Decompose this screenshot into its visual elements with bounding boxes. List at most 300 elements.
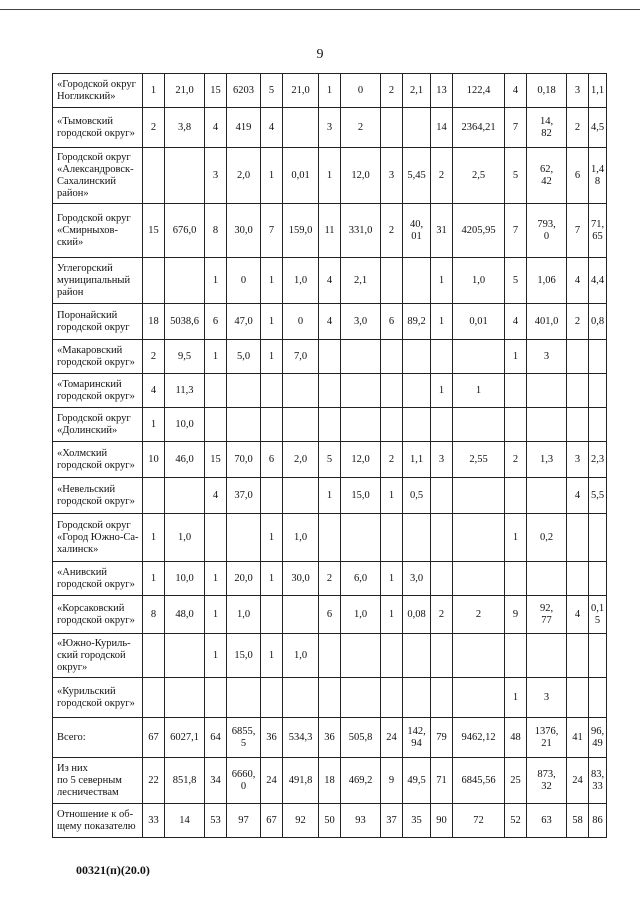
- table-row: [53, 562, 607, 596]
- table-cell: [261, 408, 283, 442]
- table-cell: 2: [567, 108, 589, 148]
- table-cell: [505, 634, 527, 678]
- table-cell: [381, 678, 403, 718]
- table-cell: [527, 408, 567, 442]
- table-cell: 70,0: [227, 442, 261, 478]
- table-cell: [403, 340, 431, 374]
- table-cell: 5,5: [589, 478, 607, 514]
- table-cell: 21,0: [165, 74, 205, 108]
- table-cell: 67: [143, 718, 165, 758]
- table-cell: [527, 374, 567, 408]
- table-cell: 14, 82: [527, 108, 567, 148]
- table-cell: 0,01: [283, 148, 319, 204]
- table-cell: [453, 408, 505, 442]
- table-cell: 1376, 21: [527, 718, 567, 758]
- table-cell: 4: [205, 478, 227, 514]
- table-cell: 6855, 5: [227, 718, 261, 758]
- table-cell: 1: [205, 340, 227, 374]
- table-cell: 1,0: [283, 634, 319, 678]
- table-cell: [261, 478, 283, 514]
- table-cell: 4: [319, 304, 341, 340]
- table-cell: 18: [319, 758, 341, 804]
- table-cell: 4,5: [589, 108, 607, 148]
- table-cell: [527, 478, 567, 514]
- table-cell: 1,4 8: [589, 148, 607, 204]
- table-cell: 1,0: [227, 596, 261, 634]
- table-row: [53, 148, 607, 204]
- table-cell: [341, 634, 381, 678]
- table-cell: 7: [505, 204, 527, 258]
- table-cell: 48,0: [165, 596, 205, 634]
- table-cell: 3: [381, 148, 403, 204]
- table-cell: 62, 42: [527, 148, 567, 204]
- table-cell: 12,0: [341, 148, 381, 204]
- table-cell: 6660, 0: [227, 758, 261, 804]
- table-cell: 2: [381, 74, 403, 108]
- table-cell: [431, 340, 453, 374]
- table-row: [53, 108, 607, 148]
- table-cell: 1: [453, 374, 505, 408]
- table-cell: 2364,21: [453, 108, 505, 148]
- table-cell: [283, 108, 319, 148]
- table-cell: 67: [261, 804, 283, 838]
- row-name-cell: «Городской округ Ногликский»: [53, 74, 143, 108]
- table-cell: 18: [143, 304, 165, 340]
- table-cell: 1: [205, 562, 227, 596]
- table-cell: 0: [283, 304, 319, 340]
- table-cell: 30,0: [227, 204, 261, 258]
- table-cell: 1: [505, 514, 527, 562]
- table-cell: 10,0: [165, 408, 205, 442]
- table-row: [53, 340, 607, 374]
- table-cell: 4: [205, 108, 227, 148]
- table-cell: 2: [381, 204, 403, 258]
- top-rule: [0, 9, 640, 10]
- table-cell: [453, 478, 505, 514]
- table-cell: [567, 408, 589, 442]
- table-cell: [319, 514, 341, 562]
- table-cell: 1,0: [283, 258, 319, 304]
- table-cell: [283, 478, 319, 514]
- table-cell: [589, 514, 607, 562]
- table-cell: 4: [505, 304, 527, 340]
- table-cell: [589, 408, 607, 442]
- table-cell: 34: [205, 758, 227, 804]
- table-cell: 7,0: [283, 340, 319, 374]
- table-cell: 1: [261, 304, 283, 340]
- table-cell: 1,0: [283, 514, 319, 562]
- table-cell: [165, 258, 205, 304]
- table-cell: 1: [143, 408, 165, 442]
- table-cell: 676,0: [165, 204, 205, 258]
- table-cell: [319, 374, 341, 408]
- table-cell: 7: [505, 108, 527, 148]
- table-cell: 1: [261, 340, 283, 374]
- table-cell: 2,55: [453, 442, 505, 478]
- table-cell: [403, 678, 431, 718]
- table-cell: 96, 49: [589, 718, 607, 758]
- table-cell: [567, 678, 589, 718]
- table-cell: [205, 408, 227, 442]
- table-cell: [527, 634, 567, 678]
- table-cell: 1: [143, 514, 165, 562]
- table-cell: [205, 514, 227, 562]
- row-name-cell: Из них по 5 северным лесничествам: [53, 758, 143, 804]
- table-cell: 1,3: [527, 442, 567, 478]
- table-cell: 1: [205, 258, 227, 304]
- table-cell: [589, 634, 607, 678]
- table-cell: [341, 408, 381, 442]
- table-cell: 8: [205, 204, 227, 258]
- table-cell: [505, 408, 527, 442]
- table-cell: 49,5: [403, 758, 431, 804]
- table-cell: 89,2: [403, 304, 431, 340]
- table-cell: 142, 94: [403, 718, 431, 758]
- table-cell: 5: [505, 258, 527, 304]
- table-row: [53, 678, 607, 718]
- table-cell: 3,8: [165, 108, 205, 148]
- table-row: [53, 374, 607, 408]
- table-cell: 3: [527, 678, 567, 718]
- table-cell: [319, 408, 341, 442]
- table-cell: [319, 678, 341, 718]
- table-cell: 31: [431, 204, 453, 258]
- table-cell: 1: [319, 148, 341, 204]
- table-cell: 37: [381, 804, 403, 838]
- table-cell: [165, 148, 205, 204]
- table-cell: 2,0: [283, 442, 319, 478]
- table-cell: [143, 478, 165, 514]
- table-cell: 10,0: [165, 562, 205, 596]
- table-cell: 0,2: [527, 514, 567, 562]
- table-cell: [381, 258, 403, 304]
- table-cell: 1: [319, 74, 341, 108]
- table-cell: 534,3: [283, 718, 319, 758]
- table-cell: 30,0: [283, 562, 319, 596]
- row-name-cell: Городской округ «Смирныхов- ский»: [53, 204, 143, 258]
- table-cell: 873, 32: [527, 758, 567, 804]
- table-cell: [567, 634, 589, 678]
- table-cell: 7: [261, 204, 283, 258]
- table-cell: [567, 514, 589, 562]
- table-cell: 6027,1: [165, 718, 205, 758]
- table-cell: [453, 340, 505, 374]
- table-row: [53, 804, 607, 838]
- table-cell: [403, 374, 431, 408]
- table-cell: 851,8: [165, 758, 205, 804]
- table-cell: [567, 340, 589, 374]
- row-name-cell: «Корсаковский городской округ»: [53, 596, 143, 634]
- table-cell: 41: [567, 718, 589, 758]
- table-cell: [165, 678, 205, 718]
- table-cell: 14: [165, 804, 205, 838]
- table-cell: [205, 374, 227, 408]
- table-cell: 90: [431, 804, 453, 838]
- table-cell: [283, 596, 319, 634]
- table-cell: 0,1 5: [589, 596, 607, 634]
- table-cell: 97: [227, 804, 261, 838]
- table-cell: 6: [319, 596, 341, 634]
- document-code: 00321(п)(20.0): [76, 863, 150, 877]
- table-row: [53, 74, 607, 108]
- table-cell: 36: [261, 718, 283, 758]
- table-cell: 15: [143, 204, 165, 258]
- table-cell: 1,0: [341, 596, 381, 634]
- table-cell: 4: [567, 258, 589, 304]
- table-cell: 5: [319, 442, 341, 478]
- table-cell: 40, 01: [403, 204, 431, 258]
- table-cell: 1: [205, 634, 227, 678]
- table-cell: [381, 514, 403, 562]
- table-cell: 7: [567, 204, 589, 258]
- table-cell: 419: [227, 108, 261, 148]
- table-cell: [283, 374, 319, 408]
- table-cell: 2,1: [403, 74, 431, 108]
- table-cell: 5,45: [403, 148, 431, 204]
- table-row: [53, 514, 607, 562]
- table-cell: 46,0: [165, 442, 205, 478]
- table-cell: [227, 514, 261, 562]
- table-cell: [453, 562, 505, 596]
- table-row: [53, 596, 607, 634]
- row-name-cell: «Макаровский городской округ»: [53, 340, 143, 374]
- table-cell: [143, 678, 165, 718]
- table-cell: 1,0: [453, 258, 505, 304]
- row-name-cell: «Тымовский городской округ»: [53, 108, 143, 148]
- table-cell: [283, 678, 319, 718]
- table-cell: [431, 478, 453, 514]
- table-cell: 5038,6: [165, 304, 205, 340]
- table-cell: 491,8: [283, 758, 319, 804]
- row-name-cell: «Анивский городской округ»: [53, 562, 143, 596]
- table-cell: [227, 408, 261, 442]
- table-cell: 1: [261, 634, 283, 678]
- table-cell: 1: [381, 596, 403, 634]
- table-cell: 2,1: [341, 258, 381, 304]
- table-cell: 3: [431, 442, 453, 478]
- table-cell: 8: [143, 596, 165, 634]
- table-cell: 10: [143, 442, 165, 478]
- table-cell: [143, 634, 165, 678]
- table-cell: [341, 340, 381, 374]
- table-cell: 331,0: [341, 204, 381, 258]
- table-cell: 48: [505, 718, 527, 758]
- table-cell: [505, 478, 527, 514]
- table-cell: 83, 33: [589, 758, 607, 804]
- table-cell: 24: [567, 758, 589, 804]
- table-cell: 25: [505, 758, 527, 804]
- table-cell: 1,1: [589, 74, 607, 108]
- table-cell: 4: [567, 596, 589, 634]
- table-cell: [319, 634, 341, 678]
- table-cell: 2: [319, 562, 341, 596]
- table-cell: 2,0: [227, 148, 261, 204]
- table-cell: 3,0: [341, 304, 381, 340]
- table-row: [53, 478, 607, 514]
- table-cell: 6845,56: [453, 758, 505, 804]
- table-cell: [431, 562, 453, 596]
- row-name-cell: Всего:: [53, 718, 143, 758]
- table-cell: 1: [381, 562, 403, 596]
- table-cell: [403, 108, 431, 148]
- table-cell: [205, 678, 227, 718]
- statistics-table: [52, 73, 607, 838]
- table-cell: [381, 374, 403, 408]
- table-cell: 0,8: [589, 304, 607, 340]
- table-cell: 24: [381, 718, 403, 758]
- table-cell: [453, 678, 505, 718]
- row-name-cell: «Курильский городской округ»: [53, 678, 143, 718]
- table-cell: [589, 678, 607, 718]
- table-cell: 13: [431, 74, 453, 108]
- table-cell: 4205,95: [453, 204, 505, 258]
- table-cell: 1: [261, 514, 283, 562]
- table-cell: [431, 514, 453, 562]
- table-cell: 11: [319, 204, 341, 258]
- table-cell: 86: [589, 804, 607, 838]
- table-cell: 15: [205, 74, 227, 108]
- table-cell: 37,0: [227, 478, 261, 514]
- table-cell: 0,18: [527, 74, 567, 108]
- table-cell: 1: [431, 258, 453, 304]
- table-cell: 1: [261, 148, 283, 204]
- table-cell: 35: [403, 804, 431, 838]
- table-cell: 5,0: [227, 340, 261, 374]
- table-cell: 9: [505, 596, 527, 634]
- table-cell: [261, 678, 283, 718]
- table-cell: 2: [381, 442, 403, 478]
- table-cell: 4: [261, 108, 283, 148]
- table-row: [53, 718, 607, 758]
- table-row: [53, 408, 607, 442]
- table-cell: 9: [381, 758, 403, 804]
- table-cell: 12,0: [341, 442, 381, 478]
- row-name-cell: «Холмский городской округ»: [53, 442, 143, 478]
- table-cell: 24: [261, 758, 283, 804]
- table-cell: [431, 408, 453, 442]
- table-cell: [341, 514, 381, 562]
- row-name-cell: Городской округ «Город Южно-Са- халинск»: [53, 514, 143, 562]
- table-cell: [567, 562, 589, 596]
- table-row: [53, 204, 607, 258]
- table-cell: 4: [319, 258, 341, 304]
- table-cell: 2: [143, 108, 165, 148]
- table-cell: 1,1: [403, 442, 431, 478]
- table-cell: [403, 634, 431, 678]
- table-cell: 2: [431, 148, 453, 204]
- table-cell: [341, 678, 381, 718]
- table-cell: 122,4: [453, 74, 505, 108]
- table-cell: 52: [505, 804, 527, 838]
- table-cell: [527, 562, 567, 596]
- table-cell: [165, 634, 205, 678]
- page-number: 9: [316, 47, 324, 62]
- table-cell: 1: [143, 74, 165, 108]
- row-name-cell: Углегорский муниципальный район: [53, 258, 143, 304]
- table-cell: 1: [205, 596, 227, 634]
- table-cell: 64: [205, 718, 227, 758]
- table-cell: [453, 634, 505, 678]
- table-cell: [403, 258, 431, 304]
- table-cell: 6: [205, 304, 227, 340]
- table-cell: 793, 0: [527, 204, 567, 258]
- table-cell: 0,5: [403, 478, 431, 514]
- table-cell: 469,2: [341, 758, 381, 804]
- table-cell: 2: [505, 442, 527, 478]
- table-cell: 4: [505, 74, 527, 108]
- table-cell: [589, 374, 607, 408]
- table-cell: 20,0: [227, 562, 261, 596]
- table-cell: 401,0: [527, 304, 567, 340]
- table-cell: 71, 65: [589, 204, 607, 258]
- table-cell: 4: [143, 374, 165, 408]
- table-cell: [431, 634, 453, 678]
- table-cell: 2: [453, 596, 505, 634]
- table-cell: 1: [261, 258, 283, 304]
- table-cell: 6203: [227, 74, 261, 108]
- table-cell: 3,0: [403, 562, 431, 596]
- table-cell: 1: [431, 374, 453, 408]
- table-cell: [505, 562, 527, 596]
- table-cell: [381, 340, 403, 374]
- table-cell: 6: [567, 148, 589, 204]
- table-cell: [227, 678, 261, 718]
- table-cell: [453, 514, 505, 562]
- table-cell: 2: [341, 108, 381, 148]
- table-cell: 6: [261, 442, 283, 478]
- table-cell: 6: [381, 304, 403, 340]
- table-cell: 92, 77: [527, 596, 567, 634]
- table-cell: 63: [527, 804, 567, 838]
- table-cell: 1: [431, 304, 453, 340]
- table-cell: [341, 374, 381, 408]
- table-cell: [431, 678, 453, 718]
- table-cell: [567, 374, 589, 408]
- table-cell: [381, 108, 403, 148]
- table-cell: [165, 478, 205, 514]
- table-row: [53, 442, 607, 478]
- table-cell: 505,8: [341, 718, 381, 758]
- table-cell: [227, 374, 261, 408]
- table-cell: 53: [205, 804, 227, 838]
- table-cell: 15: [205, 442, 227, 478]
- table-cell: 3: [567, 442, 589, 478]
- row-name-cell: Городской округ «Долинский»: [53, 408, 143, 442]
- table-cell: 50: [319, 804, 341, 838]
- table-cell: [403, 408, 431, 442]
- table-row: [53, 634, 607, 678]
- table-cell: 47,0: [227, 304, 261, 340]
- table-cell: 71: [431, 758, 453, 804]
- table-cell: 1: [319, 478, 341, 514]
- table-cell: 6,0: [341, 562, 381, 596]
- table-cell: [403, 514, 431, 562]
- table-cell: 159,0: [283, 204, 319, 258]
- table-cell: 2: [143, 340, 165, 374]
- table-cell: 2,5: [453, 148, 505, 204]
- table-row: [53, 758, 607, 804]
- table-cell: 22: [143, 758, 165, 804]
- row-name-cell: «Невельский городской округ»: [53, 478, 143, 514]
- table-cell: 1: [505, 340, 527, 374]
- table-cell: 1: [381, 478, 403, 514]
- row-name-cell: «Южно-Куриль- ский городской округ»: [53, 634, 143, 678]
- row-name-cell: Городской округ «Александровск- Сахалинский район»: [53, 148, 143, 204]
- table-row: [53, 258, 607, 304]
- table-cell: 4,4: [589, 258, 607, 304]
- table-cell: 21,0: [283, 74, 319, 108]
- table-cell: [589, 562, 607, 596]
